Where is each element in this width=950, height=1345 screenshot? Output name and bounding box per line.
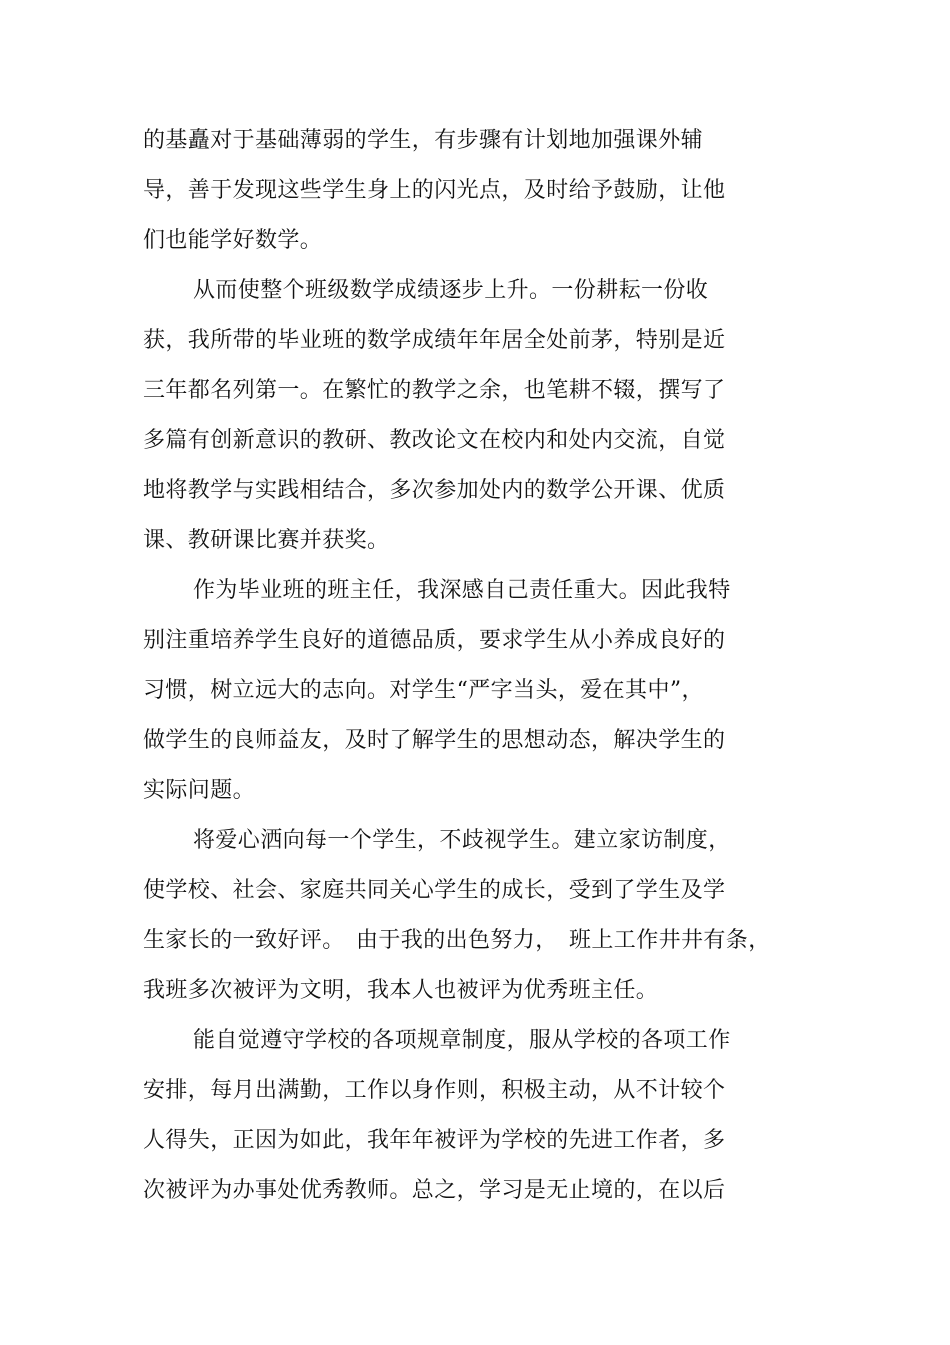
- text-line: 安排，每月出满勤，工作以身作则，积极主动，从不计较个: [143, 1078, 726, 1103]
- text-line: 导，善于发现这些学生身上的闪光点，及时给予鼓励，让他: [143, 178, 726, 203]
- paragraph-first-line: 从而使整个班级数学成绩逐步上升。一份耕耘一份收: [193, 278, 709, 303]
- text-line: 获，我所带的毕业班的数学成绩年年居全处前茅，特别是近: [143, 328, 726, 353]
- text-line: 习惯，树立远大的志向。对学生“严字当头，爱在其中”，: [143, 678, 704, 703]
- text-line: 们也能学好数学。: [143, 228, 323, 253]
- paragraph-first-line: 将爱心洒向每一个学生，不歧视学生。建立家访制度，: [193, 828, 731, 853]
- text-line: 我班多次被评为文明，我本人也被评为优秀班主任。: [143, 978, 659, 1003]
- text-line: 做学生的良师益友，及时了解学生的思想动态，解决学生的: [143, 728, 726, 753]
- text-line: 多篇有创新意识的教研、教改论文在校内和处内交流，自觉: [143, 428, 726, 453]
- text-line: 课、教研课比赛并获奖。: [143, 528, 390, 553]
- text-line: 生家长的一致好评。 由于我的出色努力， 班上工作井井有条，: [143, 928, 771, 953]
- text-line: 使学校、社会、家庭共同关心学生的成长，受到了学生及学: [143, 878, 726, 903]
- text-line: 人得失，正因为如此，我年年被评为学校的先进工作者，多: [143, 1128, 726, 1153]
- paragraph-first-line: 作为毕业班的班主任，我深感自己责任重大。因此我特: [193, 578, 731, 603]
- text-line: 别注重培养学生良好的道德品质，要求学生从小养成良好的: [143, 628, 726, 653]
- text-line: 实际问题。: [143, 778, 256, 803]
- text-line: 次被评为办事处优秀教师。总之，学习是无止境的，在以后: [143, 1178, 726, 1203]
- paragraph-first-line: 能自觉遵守学校的各项规章制度，服从学校的各项工作: [193, 1028, 731, 1053]
- text-line: 地将教学与实践相结合，多次参加处内的数学公开课、优质: [143, 478, 726, 503]
- text-line: 的基矗对于基础薄弱的学生，有步骤有计划地加强课外辅: [143, 128, 704, 153]
- text-line: 三年都名列第一。在繁忙的教学之余，也笔耕不辍，撰写了: [143, 378, 726, 403]
